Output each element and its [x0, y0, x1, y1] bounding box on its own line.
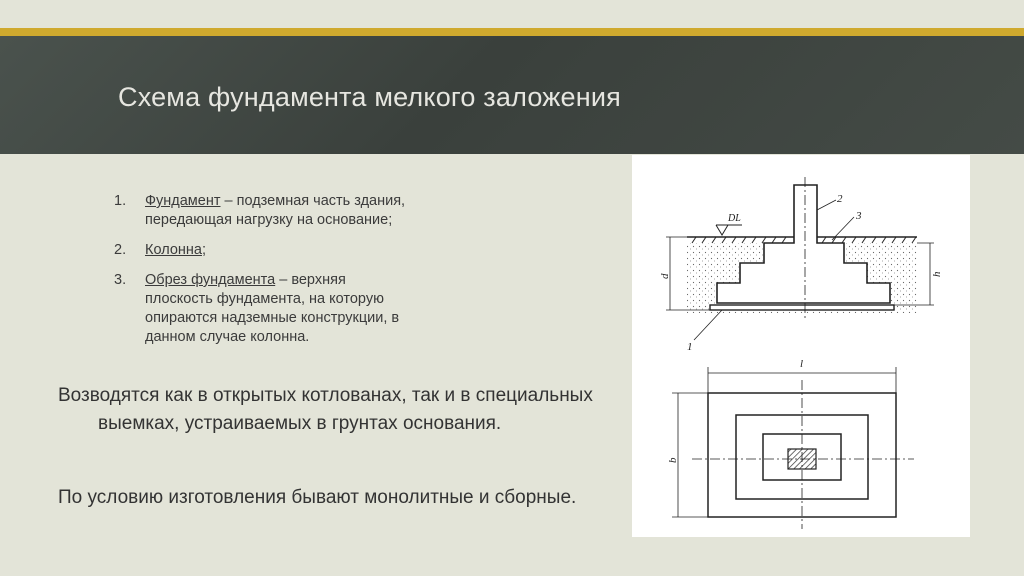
list-text: – подземная часть здания, передающая нагрузку на основание; [145, 193, 406, 228]
list-number: 1. [114, 193, 127, 209]
label-1: 1 [687, 341, 693, 353]
numbered-list [114, 192, 414, 358]
body-paragraph: По условию изготовления бывают монолитные и сборные. [58, 487, 577, 508]
slide-title: Схема фундамента мелкого заложения [118, 82, 621, 112]
label-3: 3 [856, 210, 862, 222]
label-2: 2 [837, 193, 843, 205]
dl-arrow [716, 225, 728, 235]
list-text: ; [201, 242, 206, 258]
list-term: Колонна [145, 242, 202, 258]
foundation-drawing [632, 155, 970, 537]
list-item [114, 192, 414, 230]
dim-b-label: b [667, 457, 679, 463]
dl-label: DL [728, 213, 741, 224]
list-text: – верхняя плоскость фундамента, на которую опираются надземные конструкции, в данном случае колонна. [145, 272, 400, 345]
base-pad [710, 305, 894, 310]
leader-line [694, 310, 722, 340]
leader-line [817, 200, 836, 210]
dim-h-label: h [931, 271, 943, 277]
dim-d-label: d [659, 273, 671, 279]
plan-view [667, 358, 914, 529]
dim-l-label: l [800, 358, 804, 370]
list-number: 2. [114, 242, 127, 258]
body-paragraph: Возводятся как в открытых котлованах, так и в специальных выемках, устраиваемых в грунтах основания. [58, 385, 593, 434]
list-term: Фундамент [145, 193, 221, 209]
list-term: Обрез фундамента [145, 272, 276, 288]
list-number: 3. [114, 272, 127, 288]
list-item [114, 241, 414, 260]
list-item [114, 271, 414, 347]
accent-bar [0, 28, 1024, 36]
foundation-diagram [632, 155, 970, 537]
section-view [659, 177, 943, 353]
